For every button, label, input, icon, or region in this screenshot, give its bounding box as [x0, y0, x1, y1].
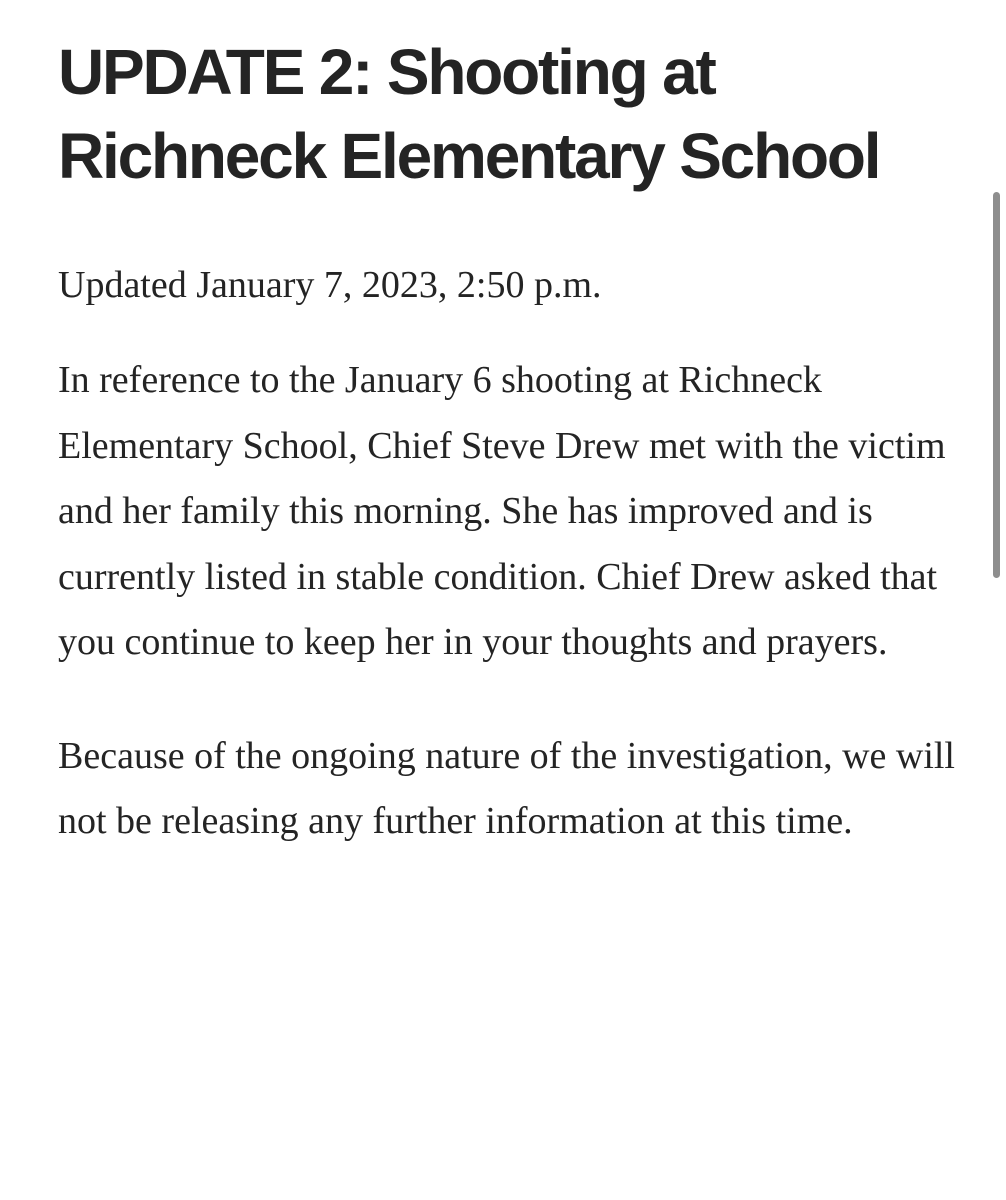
article-paragraph-2: Because of the ongoing nature of the investigation, we will not be releasing any further information at this time. [58, 734, 955, 842]
article-headline: UPDATE 2: Shooting at Richneck Elementary School [58, 36, 880, 192]
vertical-scrollbar[interactable] [993, 192, 1000, 578]
article-dateline: Updated January 7, 2023, 2:50 p.m. [58, 264, 602, 306]
article-paragraph-1: In reference to the January 6 shooting at Richneck Elementary School, Chief Steve Drew met with the victim and her family this morning. She has improved and is currently listed in stable condition. Chief Drew asked that you continue to keep her in your thoughts and prayers. [58, 359, 946, 663]
article [58, 30, 958, 855]
